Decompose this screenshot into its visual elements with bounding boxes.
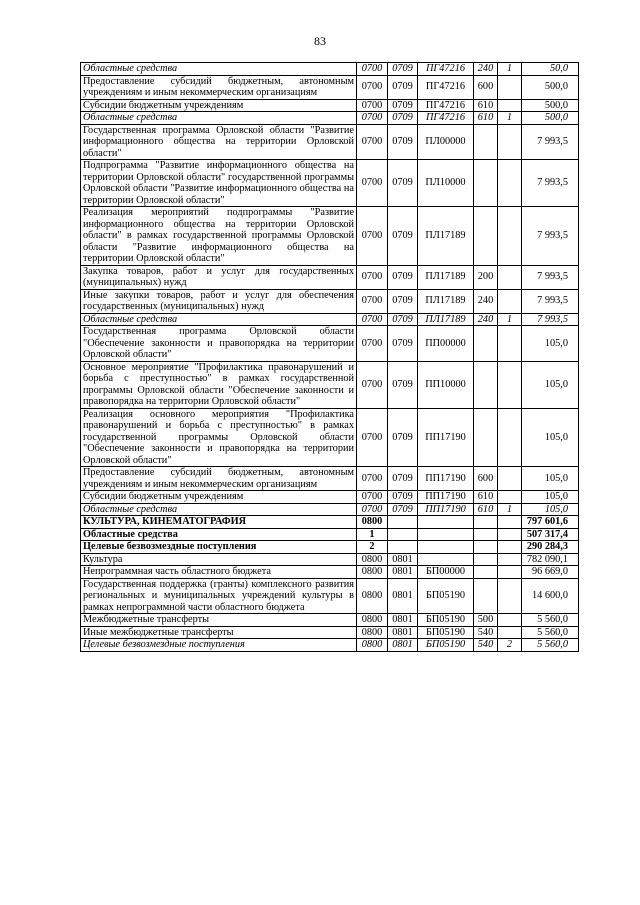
expense-type-cell bbox=[474, 207, 498, 266]
section-code-cell: 0800 bbox=[357, 553, 388, 566]
funding-source-cell bbox=[498, 516, 522, 529]
amount-cell: 797 601,6 bbox=[522, 516, 579, 529]
table-row bbox=[81, 75, 579, 99]
row-name-cell: Подпрограмма "Развитие информационного общества на территории Орловской области" государственной программы Орловской области "Развитие информационного общества на территории Орловской области" bbox=[81, 160, 357, 207]
table-row bbox=[81, 578, 579, 614]
expense-type-cell bbox=[474, 124, 498, 160]
amount-cell: 7 993,5 bbox=[522, 289, 579, 313]
funding-source-cell bbox=[498, 491, 522, 504]
row-name-cell: Областные средства bbox=[81, 313, 357, 326]
target-article-cell: БП05190 bbox=[418, 626, 474, 639]
section-code-cell: 0700 bbox=[357, 99, 388, 112]
subsection-code-cell: 0801 bbox=[388, 578, 418, 614]
funding-source-cell: 2 bbox=[498, 639, 522, 652]
section-code-cell: 0800 bbox=[357, 566, 388, 579]
row-name-cell: Государственная поддержка (гранты) комплексного развития региональных и муниципальных учреждений культуры в рамках непрограммной части областного бюджета bbox=[81, 578, 357, 614]
section-code-cell: 0700 bbox=[357, 160, 388, 207]
target-article-cell bbox=[418, 541, 474, 554]
expense-type-cell: 240 bbox=[474, 289, 498, 313]
amount-cell: 5 560,0 bbox=[522, 614, 579, 627]
row-name-cell: Областные средства bbox=[81, 112, 357, 125]
target-article-cell: ПГ47216 bbox=[418, 75, 474, 99]
amount-cell: 105,0 bbox=[522, 408, 579, 467]
subsection-code-cell: 0801 bbox=[388, 639, 418, 652]
amount-cell: 500,0 bbox=[522, 75, 579, 99]
section-code-cell: 0700 bbox=[357, 313, 388, 326]
row-name-cell: Субсидии бюджетным учреждениям bbox=[81, 491, 357, 504]
table-row bbox=[81, 614, 579, 627]
expense-type-cell: 610 bbox=[474, 112, 498, 125]
amount-cell: 7 993,5 bbox=[522, 124, 579, 160]
funding-source-cell: 1 bbox=[498, 313, 522, 326]
row-name-cell: Реализация мероприятий подпрограммы "Развитие информационного общества на территории Орловской области" в рамках государственной программы Орловской области "Развитие информационного общества на территории Орловской области" bbox=[81, 207, 357, 266]
funding-source-cell bbox=[498, 408, 522, 467]
amount-cell: 500,0 bbox=[522, 99, 579, 112]
table-row bbox=[81, 626, 579, 639]
row-name-cell: Государственная программа Орловской области "Обеспечение законности и правопорядка на территории Орловской области" bbox=[81, 326, 357, 362]
table-row bbox=[81, 99, 579, 112]
subsection-code-cell: 0709 bbox=[388, 503, 418, 516]
amount-cell: 105,0 bbox=[522, 491, 579, 504]
expense-type-cell bbox=[474, 553, 498, 566]
expense-type-cell bbox=[474, 541, 498, 554]
section-code-cell: 0700 bbox=[357, 467, 388, 491]
funding-source-cell bbox=[498, 124, 522, 160]
table-row bbox=[81, 265, 579, 289]
amount-cell: 96 669,0 bbox=[522, 566, 579, 579]
row-name-cell: Реализация основного мероприятия "Профилактика правонарушений и борьба с преступностью" в рамках государственной программы Орловской области "Обеспечение законности и правопорядка на территории Орловской области" bbox=[81, 408, 357, 467]
funding-source-cell bbox=[498, 626, 522, 639]
amount-cell: 7 993,5 bbox=[522, 265, 579, 289]
table-row bbox=[81, 112, 579, 125]
subsection-code-cell: 0801 bbox=[388, 566, 418, 579]
section-code-cell: 0700 bbox=[357, 408, 388, 467]
expense-type-cell: 500 bbox=[474, 614, 498, 627]
row-name-cell: Иные межбюджетные трансферты bbox=[81, 626, 357, 639]
row-name-cell: Субсидии бюджетным учреждениям bbox=[81, 99, 357, 112]
subsection-code-cell: 0709 bbox=[388, 408, 418, 467]
target-article-cell: ПГ47216 bbox=[418, 99, 474, 112]
section-code-cell: 0700 bbox=[357, 326, 388, 362]
amount-cell: 105,0 bbox=[522, 467, 579, 491]
row-name-cell: Закупка товаров, работ и услуг для государственных (муниципальных) нужд bbox=[81, 265, 357, 289]
row-name-cell: КУЛЬТУРА, КИНЕМАТОГРАФИЯ bbox=[81, 516, 357, 529]
subsection-code-cell: 0709 bbox=[388, 75, 418, 99]
target-article-cell: БП05190 bbox=[418, 614, 474, 627]
section-code-cell: 2 bbox=[357, 541, 388, 554]
target-article-cell: ПЛ17189 bbox=[418, 289, 474, 313]
row-name-cell: Областные средства bbox=[81, 63, 357, 76]
target-article-cell bbox=[418, 516, 474, 529]
funding-source-cell bbox=[498, 614, 522, 627]
amount-cell: 7 993,5 bbox=[522, 313, 579, 326]
section-code-cell: 0800 bbox=[357, 614, 388, 627]
section-code-cell: 0800 bbox=[357, 639, 388, 652]
amount-cell: 782 090,1 bbox=[522, 553, 579, 566]
table-row bbox=[81, 639, 579, 652]
target-article-cell: ПГ47216 bbox=[418, 112, 474, 125]
amount-cell: 50,0 bbox=[522, 63, 579, 76]
section-code-cell: 0700 bbox=[357, 124, 388, 160]
table-row bbox=[81, 326, 579, 362]
table-row bbox=[81, 313, 579, 326]
row-name-cell: Целевые безвозмездные поступления bbox=[81, 639, 357, 652]
target-article-cell: ПЛ10000 bbox=[418, 160, 474, 207]
subsection-code-cell: 0709 bbox=[388, 265, 418, 289]
amount-cell: 105,0 bbox=[522, 503, 579, 516]
subsection-code-cell bbox=[388, 541, 418, 554]
subsection-code-cell: 0709 bbox=[388, 160, 418, 207]
funding-source-cell bbox=[498, 326, 522, 362]
section-code-cell: 1 bbox=[357, 528, 388, 541]
table-row bbox=[81, 361, 579, 408]
funding-source-cell: 1 bbox=[498, 503, 522, 516]
funding-source-cell bbox=[498, 566, 522, 579]
target-article-cell bbox=[418, 528, 474, 541]
funding-source-cell bbox=[498, 361, 522, 408]
amount-cell: 14 600,0 bbox=[522, 578, 579, 614]
subsection-code-cell: 0801 bbox=[388, 614, 418, 627]
funding-source-cell bbox=[498, 541, 522, 554]
subsection-code-cell: 0709 bbox=[388, 124, 418, 160]
row-name-cell: Областные средства bbox=[81, 528, 357, 541]
subsection-code-cell bbox=[388, 516, 418, 529]
target-article-cell: ПГ47216 bbox=[418, 63, 474, 76]
table-row bbox=[81, 516, 579, 529]
funding-source-cell bbox=[498, 75, 522, 99]
table-row bbox=[81, 160, 579, 207]
expense-type-cell bbox=[474, 566, 498, 579]
funding-source-cell bbox=[498, 99, 522, 112]
amount-cell: 105,0 bbox=[522, 326, 579, 362]
row-name-cell: Целевые безвозмездные поступления bbox=[81, 541, 357, 554]
section-code-cell: 0800 bbox=[357, 626, 388, 639]
table-row bbox=[81, 503, 579, 516]
row-name-cell: Иные закупки товаров, работ и услуг для обеспечения государственных (муниципальных) нужд bbox=[81, 289, 357, 313]
expense-type-cell bbox=[474, 516, 498, 529]
subsection-code-cell: 0709 bbox=[388, 207, 418, 266]
subsection-code-cell: 0709 bbox=[388, 289, 418, 313]
target-article-cell: ПЛ17189 bbox=[418, 313, 474, 326]
table-row bbox=[81, 467, 579, 491]
subsection-code-cell: 0709 bbox=[388, 361, 418, 408]
section-code-cell: 0700 bbox=[357, 289, 388, 313]
amount-cell: 5 560,0 bbox=[522, 626, 579, 639]
expense-type-cell: 200 bbox=[474, 265, 498, 289]
expense-type-cell: 240 bbox=[474, 313, 498, 326]
amount-cell: 5 560,0 bbox=[522, 639, 579, 652]
table-row bbox=[81, 528, 579, 541]
funding-source-cell bbox=[498, 160, 522, 207]
table-row bbox=[81, 207, 579, 266]
amount-cell: 500,0 bbox=[522, 112, 579, 125]
amount-cell: 7 993,5 bbox=[522, 160, 579, 207]
row-name-cell: Межбюджетные трансферты bbox=[81, 614, 357, 627]
subsection-code-cell: 0709 bbox=[388, 112, 418, 125]
target-article-cell: ПЛ17189 bbox=[418, 207, 474, 266]
table-row bbox=[81, 289, 579, 313]
row-name-cell: Государственная программа Орловской области "Развитие информационного общества на территории Орловской области" bbox=[81, 124, 357, 160]
expense-type-cell bbox=[474, 326, 498, 362]
section-code-cell: 0800 bbox=[357, 578, 388, 614]
subsection-code-cell: 0709 bbox=[388, 63, 418, 76]
budget-table bbox=[80, 62, 579, 652]
section-code-cell: 0700 bbox=[357, 361, 388, 408]
amount-cell: 7 993,5 bbox=[522, 207, 579, 266]
funding-source-cell bbox=[498, 467, 522, 491]
expense-type-cell: 600 bbox=[474, 75, 498, 99]
target-article-cell bbox=[418, 553, 474, 566]
section-code-cell: 0700 bbox=[357, 63, 388, 76]
expense-type-cell: 540 bbox=[474, 639, 498, 652]
target-article-cell: ПП17190 bbox=[418, 491, 474, 504]
subsection-code-cell: 0801 bbox=[388, 553, 418, 566]
target-article-cell: ПП10000 bbox=[418, 361, 474, 408]
funding-source-cell bbox=[498, 578, 522, 614]
expense-type-cell bbox=[474, 528, 498, 541]
section-code-cell: 0700 bbox=[357, 503, 388, 516]
page-number: 83 bbox=[314, 34, 326, 48]
expense-type-cell: 240 bbox=[474, 63, 498, 76]
target-article-cell: ПП17190 bbox=[418, 408, 474, 467]
row-name-cell: Областные средства bbox=[81, 503, 357, 516]
row-name-cell: Предоставление субсидий бюджетным, автономным учреждениям и иным некоммерческим организациям bbox=[81, 467, 357, 491]
table-row bbox=[81, 541, 579, 554]
target-article-cell: ПЛ00000 bbox=[418, 124, 474, 160]
section-code-cell: 0700 bbox=[357, 75, 388, 99]
section-code-cell: 0700 bbox=[357, 265, 388, 289]
table-row bbox=[81, 566, 579, 579]
table-row bbox=[81, 408, 579, 467]
expense-type-cell bbox=[474, 408, 498, 467]
subsection-code-cell: 0709 bbox=[388, 326, 418, 362]
target-article-cell: ПП17190 bbox=[418, 467, 474, 491]
section-code-cell: 0700 bbox=[357, 112, 388, 125]
section-code-cell: 0800 bbox=[357, 516, 388, 529]
expense-type-cell: 600 bbox=[474, 467, 498, 491]
table-row bbox=[81, 553, 579, 566]
funding-source-cell bbox=[498, 207, 522, 266]
expense-type-cell: 540 bbox=[474, 626, 498, 639]
subsection-code-cell: 0709 bbox=[388, 313, 418, 326]
subsection-code-cell: 0709 bbox=[388, 467, 418, 491]
funding-source-cell: 1 bbox=[498, 112, 522, 125]
expense-type-cell: 610 bbox=[474, 99, 498, 112]
amount-cell: 290 284,3 bbox=[522, 541, 579, 554]
funding-source-cell bbox=[498, 528, 522, 541]
target-article-cell: БП00000 bbox=[418, 566, 474, 579]
funding-source-cell bbox=[498, 289, 522, 313]
expense-type-cell bbox=[474, 578, 498, 614]
section-code-cell: 0700 bbox=[357, 207, 388, 266]
row-name-cell: Основное мероприятие "Профилактика правонарушений и борьба с преступностью" в рамках государственной программы Орловской области "Обеспечение законности и правопорядка на территории Орловской области" bbox=[81, 361, 357, 408]
funding-source-cell bbox=[498, 553, 522, 566]
row-name-cell: Непрограммная часть областного бюджета bbox=[81, 566, 357, 579]
subsection-code-cell bbox=[388, 528, 418, 541]
row-name-cell: Предоставление субсидий бюджетным, автономным учреждениям и иным некоммерческим организациям bbox=[81, 75, 357, 99]
expense-type-cell: 610 bbox=[474, 503, 498, 516]
funding-source-cell bbox=[498, 265, 522, 289]
subsection-code-cell: 0801 bbox=[388, 626, 418, 639]
section-code-cell: 0700 bbox=[357, 491, 388, 504]
expense-type-cell bbox=[474, 160, 498, 207]
subsection-code-cell: 0709 bbox=[388, 99, 418, 112]
table-body bbox=[81, 63, 579, 652]
target-article-cell: БП05190 bbox=[418, 639, 474, 652]
table-row bbox=[81, 63, 579, 76]
funding-source-cell: 1 bbox=[498, 63, 522, 76]
amount-cell: 105,0 bbox=[522, 361, 579, 408]
expense-type-cell bbox=[474, 361, 498, 408]
target-article-cell: ПЛ17189 bbox=[418, 265, 474, 289]
target-article-cell: ПП00000 bbox=[418, 326, 474, 362]
amount-cell: 507 317,4 bbox=[522, 528, 579, 541]
table-row bbox=[81, 491, 579, 504]
target-article-cell: ПП17190 bbox=[418, 503, 474, 516]
table-row bbox=[81, 124, 579, 160]
row-name-cell: Культура bbox=[81, 553, 357, 566]
subsection-code-cell: 0709 bbox=[388, 491, 418, 504]
target-article-cell: БП05190 bbox=[418, 578, 474, 614]
expense-type-cell: 610 bbox=[474, 491, 498, 504]
